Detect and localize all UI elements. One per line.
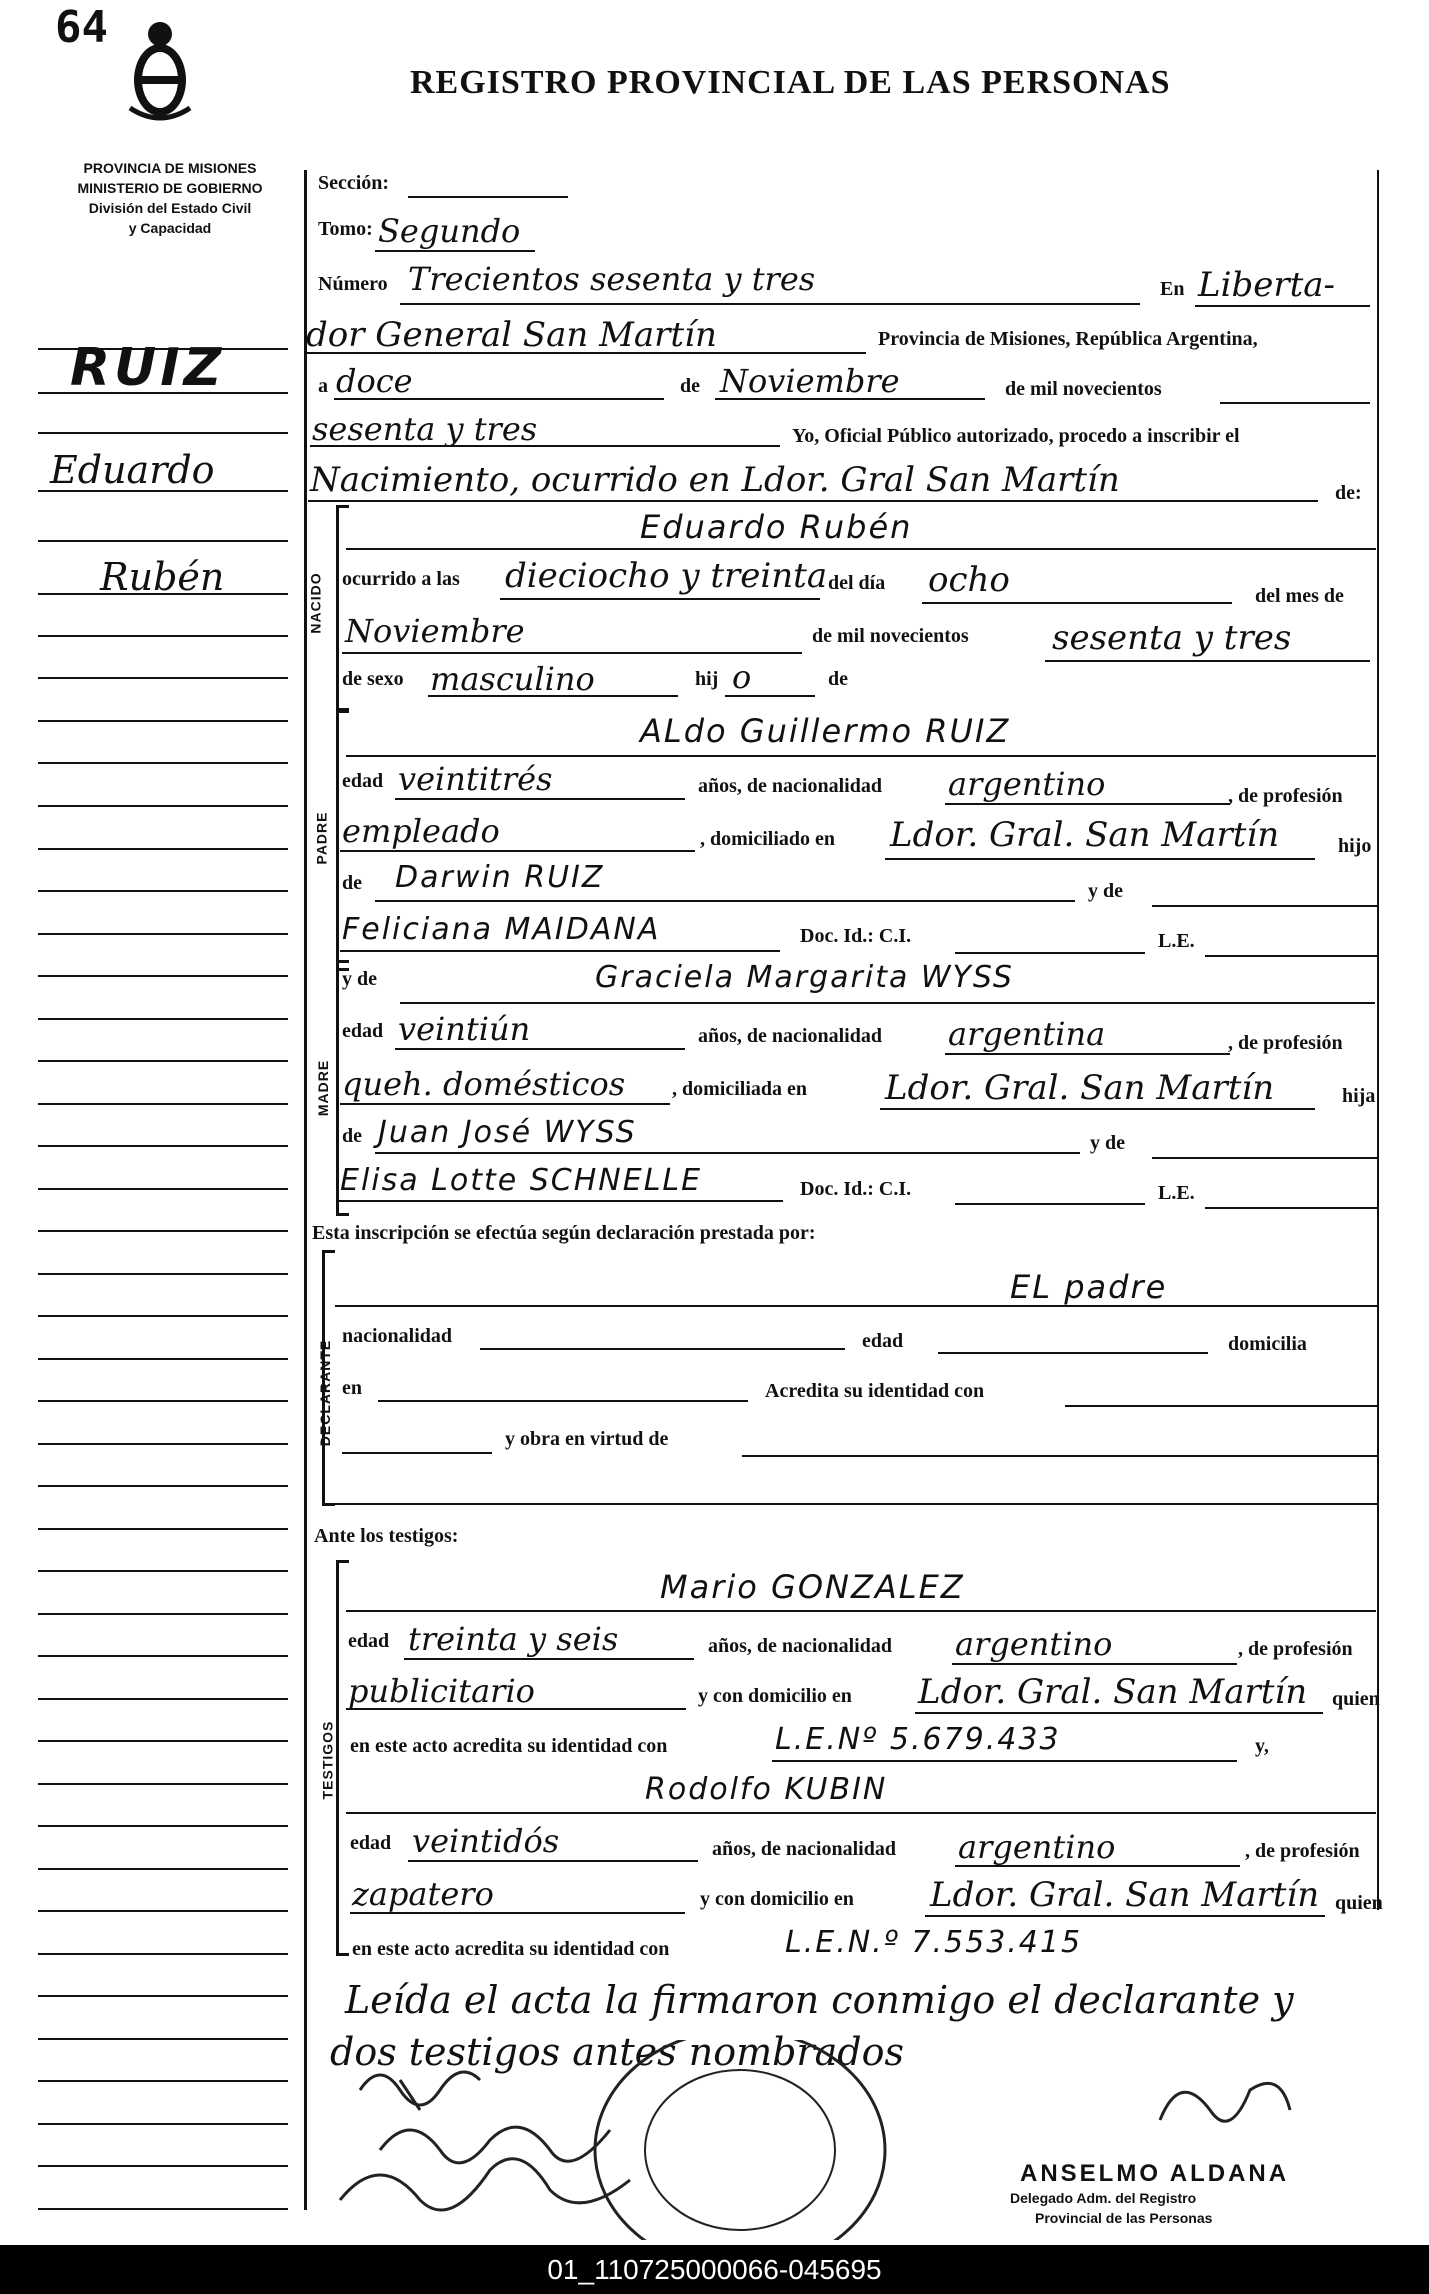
- con-domicilio-label: y con domicilio en: [698, 1685, 852, 1707]
- yo-oficial-label: Yo, Oficial Público autorizado, procedo a inscribir el: [792, 425, 1240, 447]
- padre-prof-value: empleado: [342, 812, 500, 850]
- t2-nac-value: argentino: [958, 1828, 1116, 1866]
- edad-label: edad: [350, 1832, 392, 1854]
- doc-id-label: Doc. Id.: C.I.: [800, 925, 912, 947]
- agency-block: [40, 158, 300, 238]
- tomo-label: Tomo:: [318, 218, 373, 240]
- margin-name: Eduardo: [50, 448, 215, 492]
- agency-line: MINISTERIO DE GOBIERNO: [77, 180, 263, 196]
- en-value: Liberta-: [1198, 265, 1336, 305]
- profesion-label: , de profesión: [1228, 785, 1343, 807]
- en-label: en: [342, 1377, 362, 1399]
- en-este-acto-label: en este acto acredita su identidad con: [350, 1735, 668, 1757]
- folio-number: 64: [55, 2, 108, 53]
- de-colon-label: de:: [1335, 482, 1362, 504]
- obra-label: y obra en virtud de: [505, 1428, 669, 1450]
- doc-id-label: Doc. Id.: C.I.: [800, 1178, 912, 1200]
- closing-line-2: dos testigos antes nombrados: [330, 2030, 904, 2074]
- de-label: de: [342, 872, 362, 894]
- y-comma-label: y,: [1255, 1735, 1269, 1757]
- document-id-footer: 01_110725000066-045695: [0, 2245, 1429, 2294]
- form-border-left: [304, 170, 307, 2210]
- declarante-side-label: DECLARANTE: [317, 1339, 334, 1447]
- madre-nac-value: argentina: [948, 1015, 1106, 1053]
- edad-label: edad: [342, 770, 384, 792]
- hija-label: hija: [1342, 1085, 1376, 1107]
- de-label: de: [342, 1125, 362, 1147]
- closing-line-1: Leída el acta la firmaron conmigo el declarante y: [345, 1978, 1294, 2022]
- mes-nac-value: Noviembre: [345, 612, 525, 650]
- signatures-image: [320, 2040, 1380, 2240]
- page-title: REGISTRO PROVINCIAL DE LAS PERSONAS: [410, 64, 1171, 101]
- official-role: Delegado Adm. del Registro: [1010, 2190, 1197, 2206]
- edad-label: edad: [348, 1630, 390, 1652]
- con-domicilio-label: y con domicilio en: [700, 1888, 854, 1910]
- agency-line: PROVINCIA DE MISIONES: [83, 160, 257, 176]
- padre-nac-value: argentino: [948, 765, 1106, 803]
- nacido-side-label: NACIDO: [307, 572, 324, 634]
- hijo-label: hijo: [1338, 835, 1372, 857]
- testigos-side-label: TESTIGOS: [319, 1720, 336, 1800]
- t1-doc-value: L.E.Nº 5.679.433: [775, 1722, 1061, 1757]
- profesion-label: , de profesión: [1228, 1032, 1343, 1054]
- madre-dom-value: Ldor. Gral. San Martín: [885, 1068, 1275, 1108]
- padre-madre-value: Feliciana MAIDANA: [342, 912, 661, 947]
- anio-nac-value: sesenta y tres: [1052, 618, 1292, 658]
- t2-edad-value: veintidós: [412, 1822, 560, 1860]
- quien-label: quien: [1335, 1892, 1383, 1914]
- dia-value: doce: [336, 362, 413, 400]
- testigo1-nombre-value: Mario GONZALEZ: [660, 1568, 965, 1606]
- anos-nac-label: años, de nacionalidad: [708, 1635, 892, 1657]
- de-label: de: [828, 668, 848, 690]
- padre-nombre-value: ALdo Guillermo RUIZ: [640, 712, 1011, 750]
- le-label: L.E.: [1158, 930, 1195, 952]
- madre-side-label: MADRE: [315, 1059, 332, 1117]
- coat-of-arms-icon: [120, 18, 200, 128]
- y-de-label: y de: [342, 968, 377, 990]
- t2-dom-value: Ldor. Gral. San Martín: [930, 1875, 1320, 1915]
- tomo-value: Segundo: [378, 212, 521, 250]
- en-label: En: [1160, 278, 1185, 300]
- t1-edad-value: treinta y seis: [408, 1620, 619, 1658]
- agency-line: y Capacidad: [128, 220, 212, 236]
- numero-label: Número: [318, 273, 388, 295]
- numero-value: Trecientos sesenta y tres: [408, 260, 816, 298]
- de-label: de: [680, 375, 700, 397]
- hora-value: dieciocho y treinta: [505, 556, 828, 596]
- madre-edad-value: veintiún: [398, 1010, 531, 1048]
- anos-nac-label: años, de nacionalidad: [712, 1838, 896, 1860]
- anos-nac-label: años, de nacionalidad: [698, 1025, 882, 1047]
- profesion-label: , de profesión: [1238, 1638, 1353, 1660]
- madre-madre-value: Elisa Lotte SCHNELLE: [340, 1163, 703, 1198]
- hij-label: hij: [695, 668, 719, 690]
- inscribir-value: Nacimiento, ocurrido en Ldor. Gral San Martín: [310, 460, 1120, 500]
- t1-prof-value: publicitario: [348, 1672, 535, 1710]
- padre-edad-value: veintitrés: [398, 760, 553, 798]
- declarante-value: EL padre: [1010, 1268, 1168, 1306]
- nacionalidad-label: nacionalidad: [342, 1325, 453, 1347]
- hij-value: o: [732, 658, 752, 696]
- madre-padre-value: Juan José WYSS: [378, 1115, 637, 1150]
- domiciliada-label: , domiciliada en: [672, 1078, 808, 1100]
- lugar-value: dor General San Martín: [306, 315, 717, 355]
- sexo-value: masculino: [430, 660, 595, 698]
- esta-inscripcion-label: Esta inscripción se efectúa según declaración prestada por:: [312, 1222, 816, 1244]
- de-mil-label: de mil novecientos: [1005, 378, 1162, 400]
- t2-doc-value: L.E.N.º 7.553.415: [785, 1925, 1083, 1960]
- official-name: ANSELMO ALDANA: [1020, 2160, 1290, 2187]
- official-role: Provincial de las Personas: [1035, 2210, 1213, 2226]
- sexo-label: de sexo: [342, 668, 404, 690]
- padre-dom-value: Ldor. Gral. San Martín: [890, 815, 1280, 855]
- dia-nac-value: ocho: [928, 560, 1010, 600]
- testigos-bracket: [336, 1560, 349, 1956]
- domiciliado-label: , domiciliado en: [700, 828, 836, 850]
- section-label: Sección:: [318, 172, 390, 194]
- profesion-label: , de profesión: [1245, 1840, 1360, 1862]
- ocurrido-label: ocurrido a las: [342, 568, 460, 590]
- padre-side-label: PADRE: [313, 811, 330, 865]
- madre-prof-value: queh. domésticos: [342, 1065, 626, 1103]
- margin-name: Rubén: [100, 555, 225, 599]
- y-de-label: y de: [1088, 880, 1123, 902]
- del-mes-label: del mes de: [1255, 585, 1344, 607]
- edad-label: edad: [862, 1330, 904, 1352]
- en-este-acto-label: en este acto acredita su identidad con: [352, 1938, 670, 1960]
- anio-value: sesenta y tres: [312, 410, 538, 448]
- acredita-label: Acredita su identidad con: [765, 1380, 985, 1402]
- mes-value: Noviembre: [720, 362, 900, 400]
- padre-padre-value: Darwin RUIZ: [395, 860, 605, 895]
- agency-line: División del Estado Civil: [88, 200, 252, 216]
- t1-dom-value: Ldor. Gral. San Martín: [918, 1672, 1308, 1712]
- nacido-nombre-value: Eduardo Rubén: [640, 508, 913, 546]
- form-border-right: [1377, 170, 1379, 1910]
- testigo2-nombre-value: Rodolfo KUBIN: [645, 1772, 888, 1807]
- edad-label: edad: [342, 1020, 384, 1042]
- anos-nac-label: años, de nacionalidad: [698, 775, 882, 797]
- quien-label: quien: [1332, 1688, 1380, 1710]
- margin-surname: RUIZ: [70, 338, 226, 398]
- le-label: L.E.: [1158, 1182, 1195, 1204]
- t1-nac-value: argentino: [955, 1625, 1113, 1663]
- t2-prof-value: zapatero: [352, 1875, 494, 1913]
- de-mil-nov-label: de mil novecientos: [812, 625, 969, 647]
- provincia-label: Provincia de Misiones, República Argentina,: [878, 328, 1258, 350]
- ante-testigos-label: Ante los testigos:: [314, 1525, 459, 1547]
- y-de-label: y de: [1090, 1132, 1125, 1154]
- madre-nombre-value: Graciela Margarita WYSS: [595, 960, 1014, 995]
- del-dia-label: del día: [828, 572, 886, 594]
- a-label: a: [318, 375, 328, 397]
- domicilia-label: domicilia: [1228, 1333, 1307, 1355]
